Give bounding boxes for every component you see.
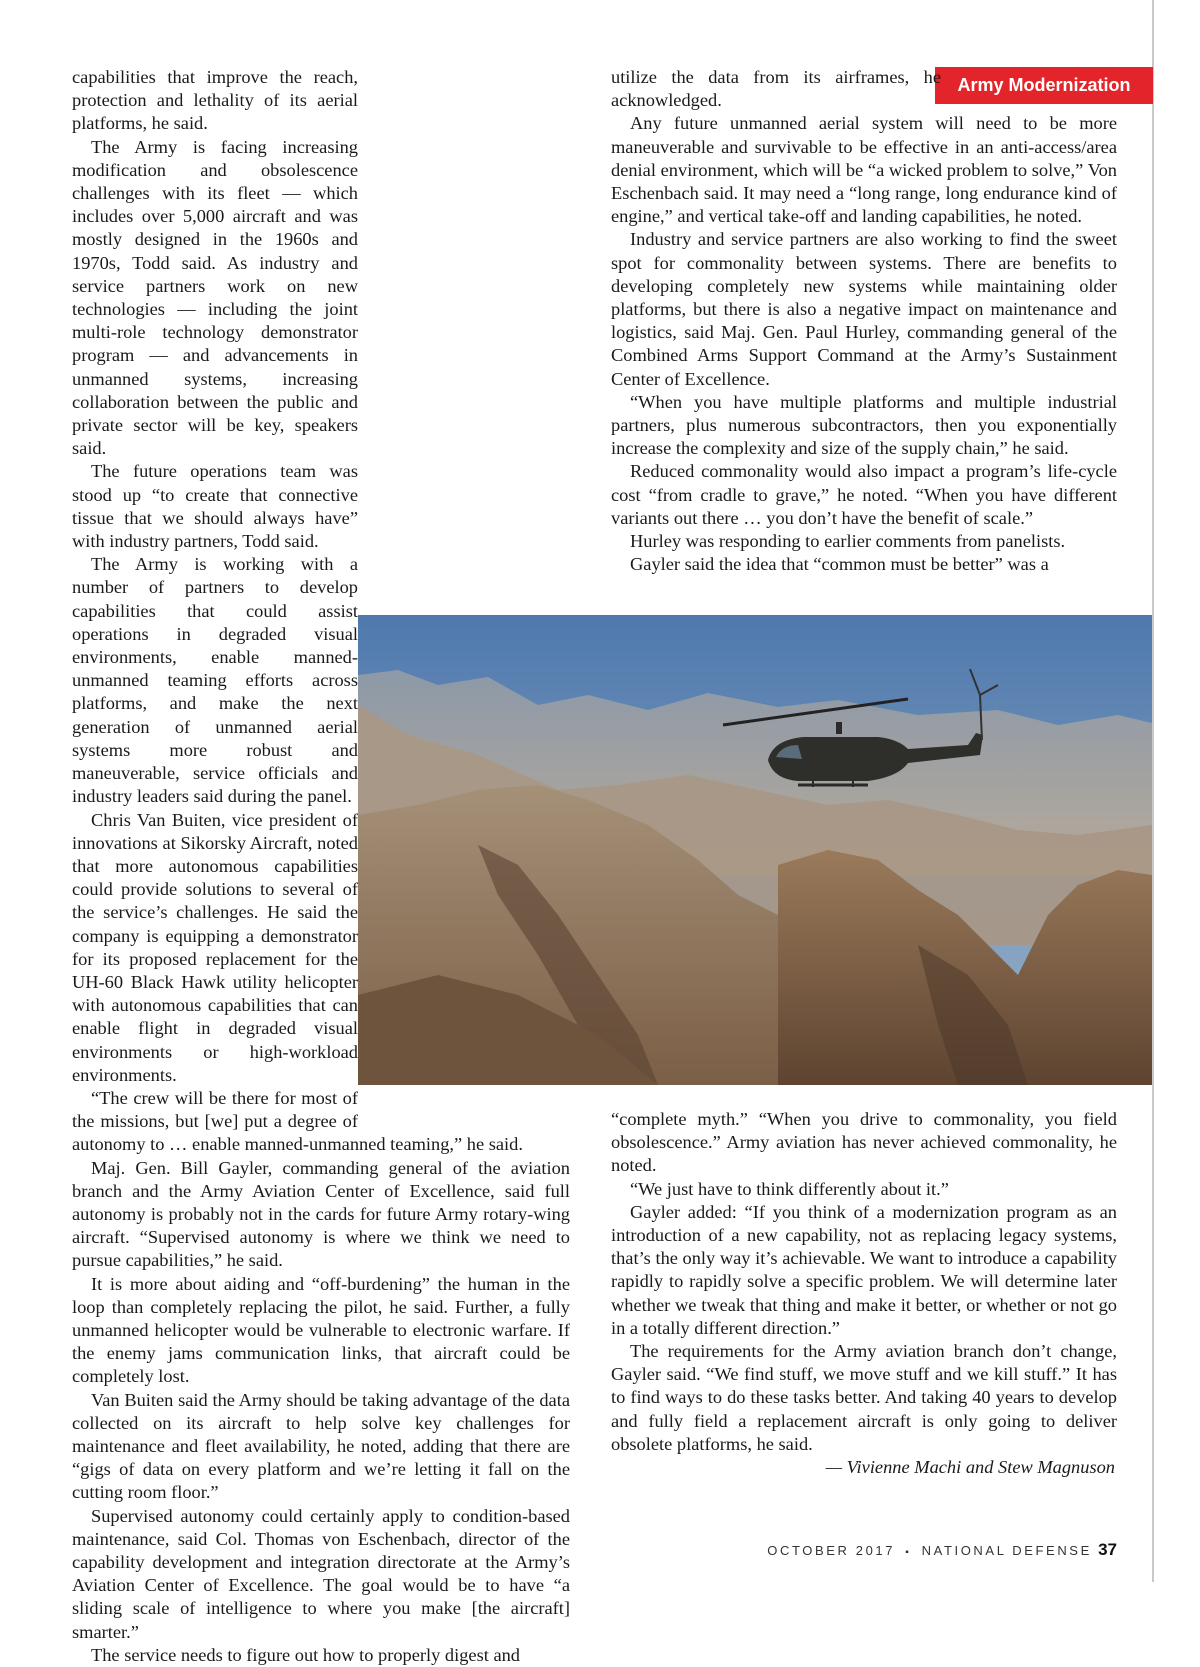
paragraph: Gayler said the idea that “common must be better” was a: [630, 554, 1049, 575]
paragraph: The service needs to figure out how to properly digest and: [91, 1644, 520, 1665]
paragraph: It is more about aiding and “off-burdening” the human in the loop than completely replacing the pilot, he said. Further, a fully unmanned helicopter would be vulnerable to electronic warfare. If the enemy jams communication links, that aircraft could be completely lost.: [72, 1273, 570, 1387]
paragraph: “When you have multiple platforms and multiple industrial partners, plus numerous subcontractors, then you exponentially increase the complexity and size of the supply chain,” he said.: [611, 391, 1117, 459]
section-tag: Army Modernization: [935, 67, 1153, 104]
paragraph: Supervised autonomy could certainly apply to condition-based maintenance, said Col. Thomas von Eschenbach, director of the capability development and integration directorate at the Army’s Aviation Center of Excellence. The goal would be to have “a sliding scale of intelligence to where you make [the aircraft] smarter.”: [72, 1505, 570, 1642]
paragraph: utilize the data from its airframes, he acknowledged.: [611, 67, 941, 111]
paragraph: Van Buiten said the Army should be taking advantage of the data collected on its aircraft to help solve key challenges for maintenance and fleet availability, he noted, adding that there are “gigs of data on every platform and we’re letting it fall on the cutting room floor.”: [72, 1389, 570, 1503]
page-number: 37: [1098, 1540, 1117, 1559]
paragraph: The requirements for the Army aviation branch don’t change, Gayler said. “We find stuff, we move stuff and we kill stuff.” It has to find ways to do these tasks better. And taking 40 years to develop and fully field a replacement aircraft is only going to deliver obsolete platforms, he said.: [611, 1341, 1117, 1454]
footer-separator: ▪: [905, 1547, 912, 1558]
paragraph: Chris Van Buiten, vice president of innovations at Sikorsky Aircraft, noted that more autonomous capabilities could provide solutions to several of the service’s challenges. He said the company is equipping a demonstrator for its proposed replacement for the UH-60 Black Hawk utility helicopter with autonomous capabilities that can enable flight in degraded visual environments or high-workload environments.: [72, 809, 358, 1085]
paragraph: “The crew will be there for most of the missions, but [we] put a degree of autonomy to … enable manned-unmanned teaming,” he said.: [72, 1087, 523, 1155]
paragraph: “We just have to think differently about it.”: [630, 1178, 949, 1199]
helicopter-icon: [358, 615, 1152, 1085]
paragraph: Reduced commonality would also impact a program’s life-cycle cost “from cradle to grave,” he noted. “When you have different variants out there … you don’t have the benefit of scale.”: [611, 461, 1117, 528]
paragraph: capabilities that improve the reach, protection and lethality of its aerial platforms, he said.: [72, 67, 358, 134]
paragraph: The Army is facing increasing modification and obsolescence challenges with its fleet — which includes over 5,000 aircraft and was mostly designed in the 1960s and 1970s, Todd said. As industry and service partners work on new technologies — including the joint multi-role technology demonstrator program — and advancements in unmanned systems, increasing collaboration between the public and private sector will be key, speakers said.: [72, 136, 358, 459]
paragraph: Maj. Gen. Bill Gayler, commanding general of the aviation branch and the Army Aviation Center of Excellence, said full autonomy is probably not in the cards for future Army rotary-wing aircraft. “Supervised autonomy is where we think we need to pursue capabilities,” he said.: [72, 1157, 570, 1271]
paragraph: “complete myth.” “When you drive to commonality, you field obsolescence.” Army aviation has never achieved commonality, he noted.: [611, 1109, 1117, 1176]
publication-name: NATIONAL DEFENSE: [921, 1543, 1092, 1558]
helicopter-photo: [358, 615, 1152, 1085]
paragraph: The Army is working with a number of partners to develop capabilities that could assist operations in degraded visual environments, enable manned-unmanned teaming efforts across platforms, and make the next generation of unmanned aerial systems more robust and maneuverable, service officials and industry leaders said during the panel.: [72, 554, 358, 807]
paragraph: Hurley was responding to earlier comments from panelists.: [630, 531, 1066, 552]
right-column-top: [611, 66, 1117, 576]
page-edge-divider: [1152, 0, 1154, 1582]
paragraph: Gayler added: “If you think of a modernization program as an introduction of a new capability, not as replacing legacy systems, that’s the only way it’s achievable. We want to introduce a capability rapidly to rapidly solve a specific problem. We will determine later whether we tweak that thing and make it better, or whether or not go in a totally different direction.”: [611, 1201, 1117, 1338]
paragraph: Industry and service partners are also working to find the sweet spot for commonality between systems. There are benefits to developing completely new systems while maintaining older platforms, but there is also a negative impact on maintenance and logistics, said Maj. Gen. Paul Hurley, commanding general of the Combined Arms Support Command at the Army’s Sustainment Center of Excellence.: [611, 229, 1117, 389]
byline: — Vivienne Machi and Stew Magnuson: [825, 1457, 1115, 1478]
issue-date: OCTOBER 2017: [767, 1543, 896, 1558]
right-column-bottom: [611, 1108, 1117, 1479]
paragraph: The future operations team was stood up “to create that connective tissue that we should always have” with industry partners, Todd said.: [72, 461, 358, 552]
paragraph: Any future unmanned aerial system will need to be more maneuverable and survivable to be effective in an anti-access/area denial environment, which will be “a wicked problem to solve,” Von Eschenbach said. It may need a “long range, long endurance kind of engine,” and vertical take-off and landing capabilities, he noted.: [611, 113, 1117, 227]
page-footer: [700, 1540, 1117, 1560]
